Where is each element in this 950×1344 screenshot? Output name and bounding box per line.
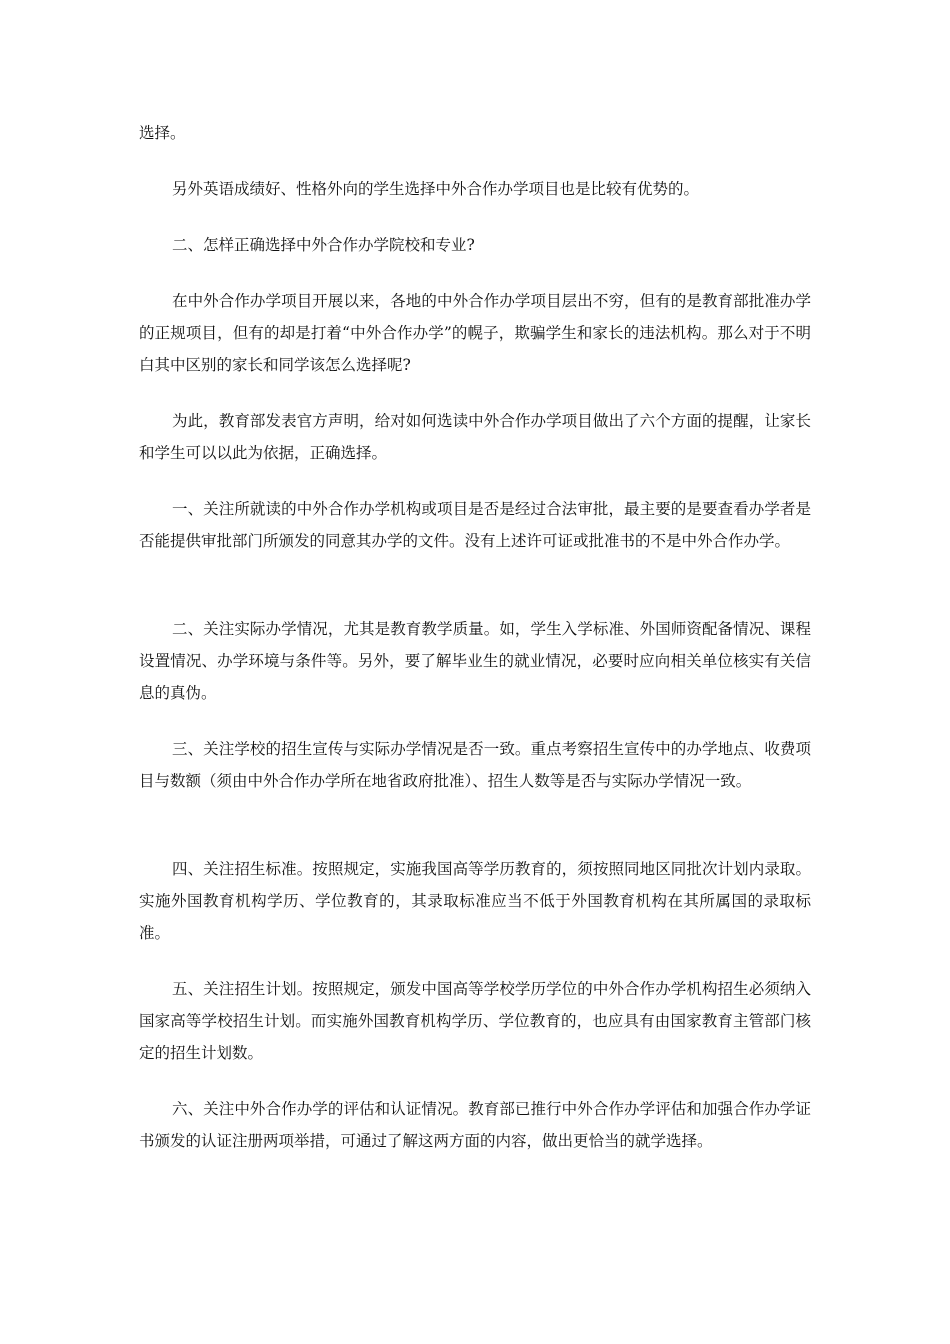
paragraph-english-advantage: 另外英语成绩好、性格外向的学生选择中外合作办学项目也是比较有优势的。 [172,180,700,198]
section-heading-how-to-choose: 二、怎样正确选择中外合作办学院校和专业? [172,236,475,254]
paragraph-ministry-statement: 为此，教育部发表官方声明，给对如何选读中外合作办学项目做出了六个方面的提醒，让家长和学生可以以此为依据，正确选择。 [139,412,811,462]
paragraph-point-five: 五、关注招生计划。按照规定，颁发中国高等学校学历学位的中外合作办学机构招生必须纳入国家高等学校招生计划。而实施外国教育机构学历、学位教育的，也应具有由国家教育主管部门核定的招生计划数。 [139,980,811,1062]
paragraph-point-three: 三、关注学校的招生宣传与实际办学情况是否一致。重点考察招生宣传中的办学地点、收费项目与数额（须由中外合作办学所在地省政府批准）、招生人数等是否与实际办学情况一致。 [139,740,811,790]
paragraph-continuation: 选择。 [139,124,186,142]
paragraph-point-four: 四、关注招生标准。按照规定，实施我国高等学历教育的，须按照同地区同批次计划内录取。实施外国教育机构学历、学位教育的，其录取标准应当不低于外国教育机构在其所属国的录取标准。 [139,860,811,942]
paragraph-point-one: 一、关注所就读的中外合作办学机构或项目是否是经过合法审批，最主要的是要查看办学者是否能提供审批部门所颁发的同意其办学的文件。没有上述许可证或批准书的不是中外合作办学。 [139,500,811,550]
paragraph-intro-projects: 在中外合作办学项目开展以来，各地的中外合作办学项目层出不穷，但有的是教育部批准办学的正规项目，但有的却是打着“中外合作办学”的幌子，欺骗学生和家长的违法机构。那么对于不明白其中区别的家长和同学该怎么选择呢? [139,292,811,374]
paragraph-point-two: 二、关注实际办学情况，尤其是教育教学质量。如，学生入学标准、外国师资配备情况、课程设置情况、办学环境与条件等。另外，要了解毕业生的就业情况，必要时应向相关单位核实有关信息的真伪。 [139,620,811,702]
paragraph-point-six: 六、关注中外合作办学的评估和认证情况。教育部已推行中外合作办学评估和加强合作办学证书颁发的认证注册两项举措，可通过了解这两方面的内容，做出更恰当的就学选择。 [139,1100,811,1150]
